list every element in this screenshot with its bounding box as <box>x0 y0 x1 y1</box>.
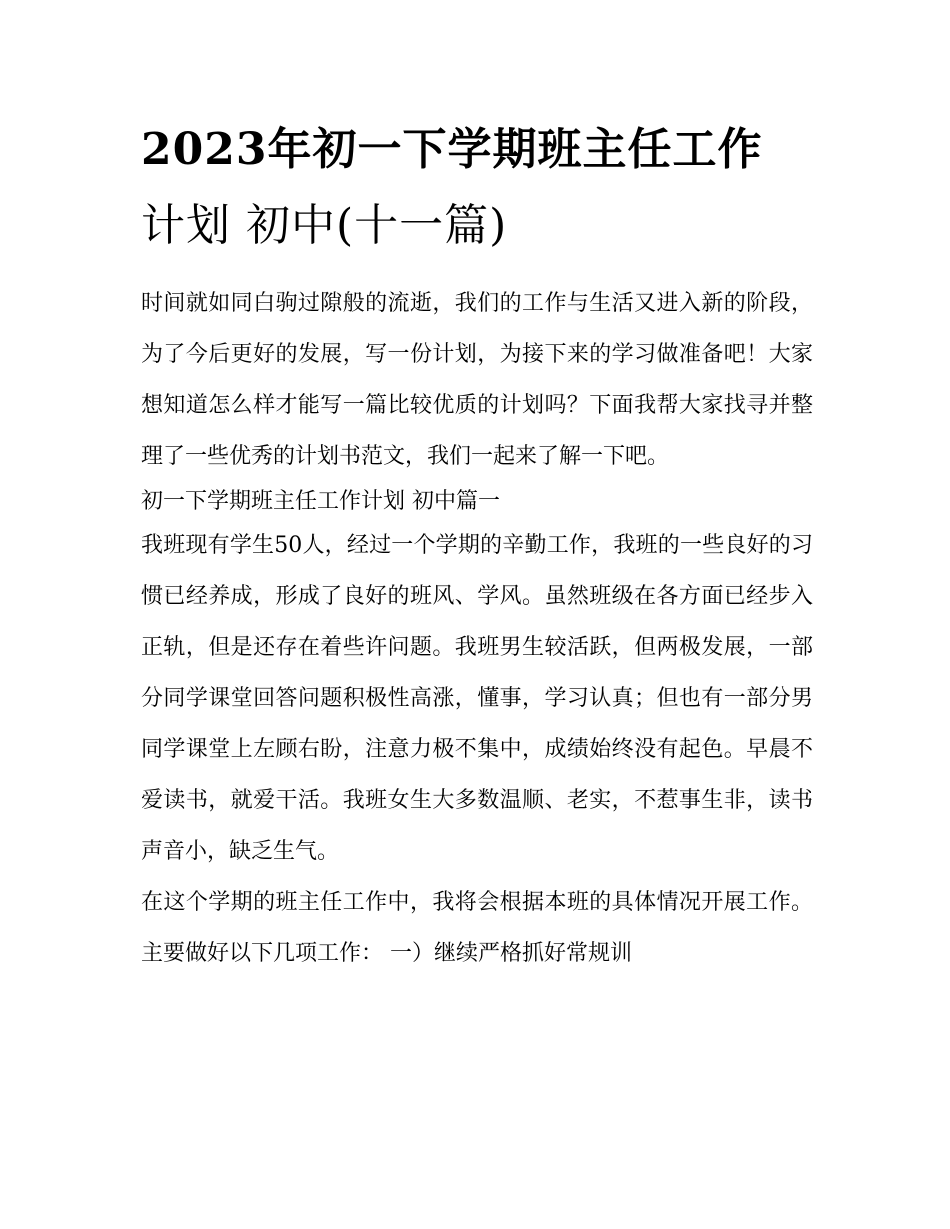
intro-paragraph: 时间就如同白驹过隙般的流逝，我们的工作与生活又进入新的阶段，为了今后更好的发展，写一份计划，为接下来的学习做准备吧！大家想知道怎么样才能写一篇比较优质的计划吗？下面我帮大家找寻并整理了一些优秀的计划书范文，我们一起来了解一下吧。 <box>141 291 813 469</box>
body-paragraph-2: 在这个学期的班主任工作中，我将会根据本班的具体情况开展工作。主要做好以下几项工作： 一）继续严格抓好常规训 <box>141 890 813 966</box>
body-paragraph-1: 我班现有学生50人，经过一个学期的辛勤工作，我班的一些良好的习惯已经养成，形成了良好的班风、学风。虽然班级在各方面已经步入正轨，但是还存在着些许问题。我班男生较活跃，但两极发展，一部分同学课堂回答问题积极性高涨，懂事，学习认真；但也有一部分男同学课堂上左顾右盼，注意力极不集中，成绩始终没有起色。早晨不爱读书，就爱干活。我班女生大多数温顺、老实，不惹事生非，读书声音小，缺乏生气。 <box>141 533 813 864</box>
document-body <box>141 112 813 979</box>
title-line-1: 2023年初一下学期班主任工作 <box>141 124 763 175</box>
document-title <box>141 112 813 264</box>
section-heading: 初一下学期班主任工作计划 初中篇一 <box>141 489 500 514</box>
title-line-2: 计划 初中(十一篇) <box>141 200 508 251</box>
